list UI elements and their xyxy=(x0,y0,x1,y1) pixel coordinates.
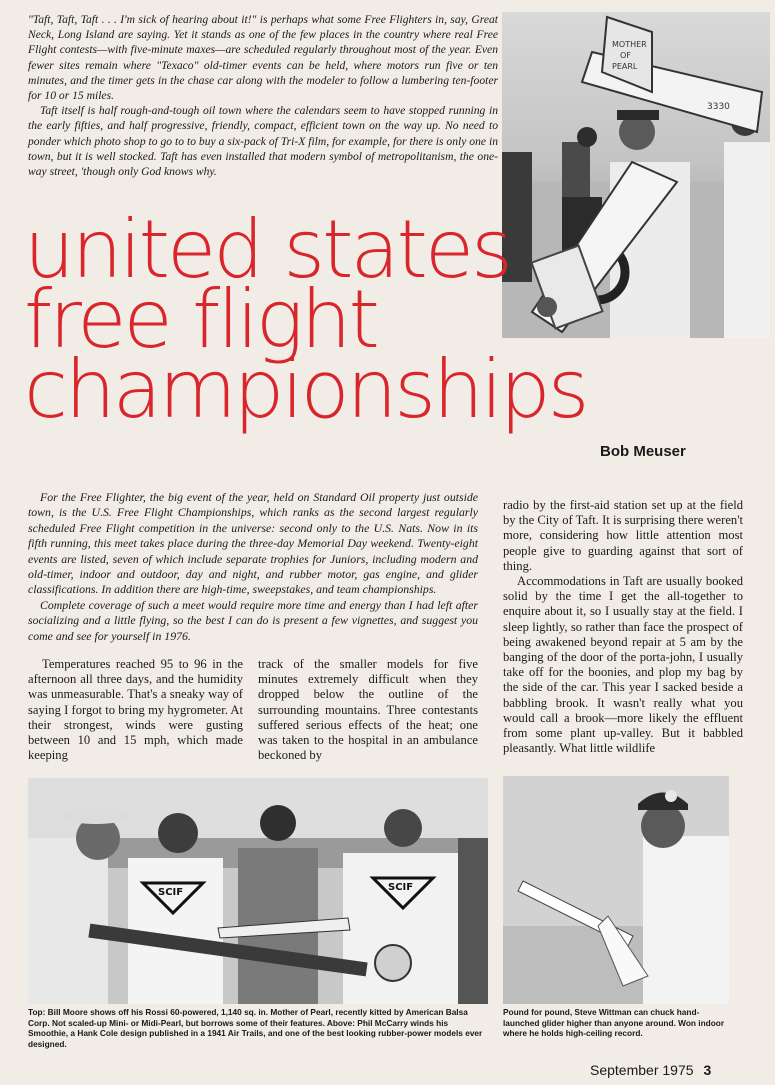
intro-paragraph-2: Taft itself is half rough-and-tough oil town where the calendars seem to have stopped running in the early fifties, and half progressive, friendly, compact, efficient town on the way up. No need to ponder which photo shop to go to to buy a six-pack of Tri-X film, for example, for there is only one in town, but it is well stocked. Taft has even installed that modern symbol of metropolitanism, the one-way street, 'though only God knows why. xyxy=(28,104,498,179)
plane-wing-text-2: OF xyxy=(620,51,631,60)
issue-date: September 1975 xyxy=(590,1062,694,1078)
lead-text xyxy=(28,490,478,644)
intro-text xyxy=(28,12,498,179)
intro-paragraph-1: "Taft, Taft, Taft . . . I'm sick of hearing about it!" is perhaps what some Free Flighters in, say, Great Neck, Long Island are saying. Yet it stands as one of the few places in the country where real Free Flight contests—with five-minute maxes—are scheduled regularly throughout most of the year. Even fewer sites remain where "Texaco" old-timer events can be held, where motors run five or ten minutes, and the timer gets in the chase car along with the modeler to follow a lumbering ten-footer for 10 or 15 miles. xyxy=(28,13,498,103)
photo-caption-right: Pound for pound, Steve Wittman can chuck hand-launched glider higher than anyone around. Won indoor where he holds high-ceiling record. xyxy=(503,1007,725,1039)
byline: Bob Meuser xyxy=(600,443,686,460)
plane-wing-text-1: MOTHER xyxy=(612,40,647,49)
title-line-1: united states xyxy=(24,203,510,296)
plane-wing-text-3: PEARL xyxy=(612,62,638,71)
shirt-logo-2: SCIF xyxy=(388,882,414,893)
lead-paragraph-1: For the Free Flighter, the big event of the year, held on Standard Oil property just outside town, is the U.S. Free Flight Championships, which ranks as the second largest regularly scheduled Free Flight competition in the universe: second only to the U.S. Nats. Now in its fifth running, this meet takes place during the three-day Memorial Day weekend. Twenty-eight events are listed, seven of which include separate trophies for Juniors, including modern and old-timer, indoor and outdoor, day and night, and rubber motor, gas engine, and glider classifications. In addition there are high-time, sweepstakes, and team championships. xyxy=(28,490,478,597)
photo-rubber-model xyxy=(28,778,488,1004)
article-title xyxy=(24,203,764,436)
page-folio xyxy=(590,1062,711,1078)
title-line-3: championships xyxy=(24,343,587,436)
body-paragraph: radio by the first-aid station set up at the field by the City of Taft. It is surprising there weren't more, considering how little attention most people give to guarding against that sort of thing. xyxy=(503,498,743,573)
photo-glider-thrower xyxy=(503,776,729,1004)
photo-caption-left: Top: Bill Moore shows off his Rossi 60-powered, 1,140 sq. in. Mother of Pearl, recently kitted by American Balsa Corp. Not scaled-up Mini- or Midi-Pearl, but borrows some of their features. Above: Phil McCarry winds his Smoothie, a Hank Cole design published in a 1941 Air Trails, and one of the best looking rubber-power models ever designed. xyxy=(28,1007,483,1049)
body-column-3 xyxy=(503,498,743,756)
body-paragraph: track of the smaller models for five minutes extremely difficult when they dropped below the outline of the surrounding mountains. Three contestants suffered serious effects of the heat; one was taken to the hospital in an ambulance beckoned by xyxy=(258,657,478,763)
title-line-2: free flight xyxy=(24,273,377,366)
photo-illustration xyxy=(503,776,729,1004)
shirt-logo-1: SCIF xyxy=(158,887,184,898)
body-column-2 xyxy=(258,657,478,763)
body-column-1 xyxy=(28,657,243,763)
body-paragraph: Accommodations in Taft are usually booked solid by the time I get the all-together to enquire about it, so I usually stay at the field. I sleep lightly, so rather than face the prospect of being awakened beyond repair at 5 am by the banging of the door of the porta-john, I usually take off for the boonies, and plop my bag by the side of the car. This year I sacked beside a babbling brook. It wasn't really what you would call a brook—more likely the effluent from some plant up-valley. But it babbled pleasantly. What little wildlife xyxy=(503,574,743,756)
body-paragraph: Temperatures reached 95 to 96 in the afternoon all three days, and the humidity was unmeasurable. That's a sneaky way of saying I forgot to bring my hygrometer. At their strongest, winds were gusting between 10 and 15 mph, which made keeping xyxy=(28,657,243,763)
photo-illustration xyxy=(28,778,488,1004)
lead-paragraph-2: Complete coverage of such a meet would require more time and energy than I had left after socializing and a little flying, so the best I can do is present a few vignettes, and suggest you come and see for yourself in 1976. xyxy=(28,597,478,643)
plane-number: 3330 xyxy=(707,102,730,112)
page-number: 3 xyxy=(703,1062,712,1078)
